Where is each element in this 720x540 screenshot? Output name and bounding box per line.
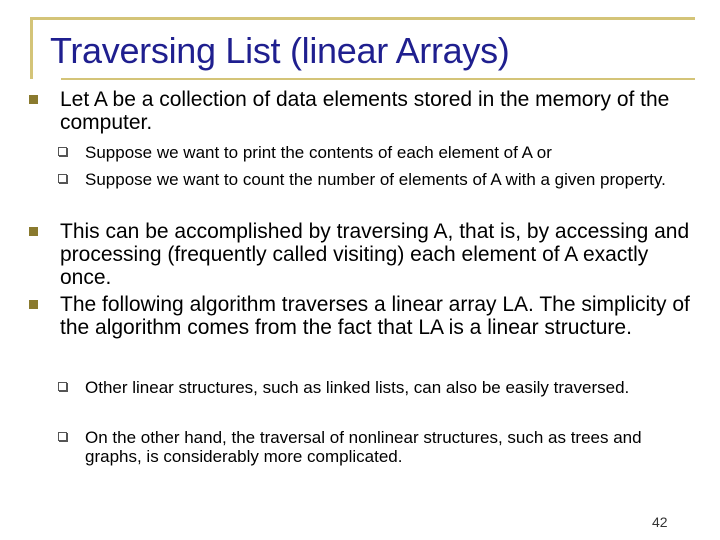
square-bullet-icon [29, 227, 38, 236]
box-bullet-icon [58, 432, 67, 441]
box-bullet-icon [58, 147, 67, 156]
bullet-text: This can be accomplished by traversing A, that is, by accessing and processing (frequently called visiting) each element of A exactly once. [60, 220, 690, 289]
bullet-item [60, 220, 700, 289]
box-bullet-icon [58, 174, 67, 183]
sub-bullet-item [85, 378, 695, 397]
sub-bullet-text: On the other hand, the traversal of nonlinear structures, such as trees and graphs, is considerably more complicated. [85, 428, 642, 466]
bullet-text: Let A be a collection of data elements stored in the memory of the computer. [60, 88, 670, 134]
page-number: 42 [652, 514, 668, 530]
sub-bullet-text: Other linear structures, such as linked lists, can also be easily traversed. [85, 378, 630, 397]
box-bullet-icon [58, 382, 67, 391]
square-bullet-icon [29, 95, 38, 104]
square-bullet-icon [29, 300, 38, 309]
sub-bullet-item [85, 143, 695, 162]
frame-top-line [30, 17, 695, 20]
sub-bullet-text: Suppose we want to count the number of elements of A with a given property. [85, 170, 666, 189]
bullet-text: The following algorithm traverses a linear array LA. The simplicity of the algorithm comes from the fact that LA is a linear structure. [60, 293, 690, 339]
sub-bullet-text: Suppose we want to print the contents of each element of A or [85, 143, 552, 162]
sub-bullet-item [85, 170, 695, 189]
slide-title: Traversing List (linear Arrays) [50, 30, 510, 71]
sub-bullet-item [85, 428, 695, 466]
title-underline [61, 78, 695, 80]
frame-left-line [30, 17, 33, 79]
bullet-item [60, 293, 700, 339]
bullet-item [60, 88, 700, 134]
